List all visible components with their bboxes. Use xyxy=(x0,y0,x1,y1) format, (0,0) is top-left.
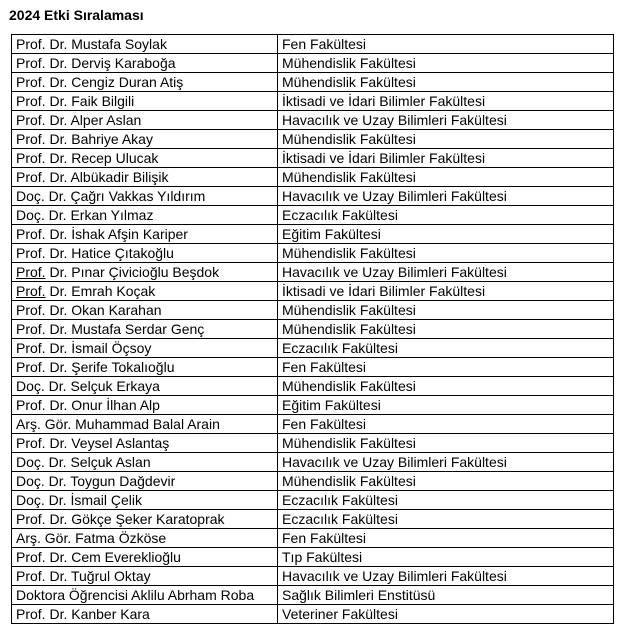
faculty-cell: Eczacılık Fakültesi xyxy=(278,491,614,510)
faculty-cell: Mühendislik Fakültesi xyxy=(278,244,614,263)
researcher-name: Prof. Dr. İshak Afşin Kariper xyxy=(16,226,188,242)
researcher-name: Prof. Dr. Cem Evereklioğlu xyxy=(16,549,181,565)
researcher-name: Prof. Dr. Onur İlhan Alp xyxy=(16,397,160,413)
researcher-name-cell xyxy=(12,244,278,263)
table-row xyxy=(12,586,614,605)
table-row xyxy=(12,187,614,206)
researcher-name-cell xyxy=(12,605,278,624)
researcher-name: Prof. Dr. Gökçe Şeker Karatoprak xyxy=(16,511,225,527)
faculty-cell: Eczacılık Fakültesi xyxy=(278,206,614,225)
faculty-cell: Mühendislik Fakültesi xyxy=(278,54,614,73)
researcher-name-cell xyxy=(12,491,278,510)
faculty-cell: Fen Fakültesi xyxy=(278,415,614,434)
table-row xyxy=(12,225,614,244)
faculty-cell: Eczacılık Fakültesi xyxy=(278,339,614,358)
faculty-cell: Mühendislik Fakültesi xyxy=(278,472,614,491)
table-row xyxy=(12,510,614,529)
researcher-name: Prof. Dr. İsmail Öçsoy xyxy=(16,340,152,356)
researcher-name: Prof. Dr. Mustafa Soylak xyxy=(16,36,167,52)
researcher-name-cell xyxy=(12,358,278,377)
faculty-cell: Mühendislik Fakültesi xyxy=(278,130,614,149)
researcher-name: Prof. Dr. Alper Aslan xyxy=(16,112,142,128)
table-row xyxy=(12,73,614,92)
faculty-cell: Mühendislik Fakültesi xyxy=(278,301,614,320)
faculty-cell: Havacılık ve Uzay Bilimleri Fakültesi xyxy=(278,187,614,206)
title-link[interactable]: Prof. xyxy=(16,264,46,280)
table-row xyxy=(12,434,614,453)
table-row xyxy=(12,339,614,358)
table-row xyxy=(12,320,614,339)
researcher-name: Dr. Pınar Çivicioğlu Beşdok xyxy=(45,264,220,280)
ranking-table xyxy=(11,34,614,624)
researcher-name-cell xyxy=(12,111,278,130)
researcher-name-cell xyxy=(12,339,278,358)
researcher-name-cell xyxy=(12,282,278,301)
faculty-cell: Fen Fakültesi xyxy=(278,35,614,54)
researcher-name: Doç. Dr. Erkan Yılmaz xyxy=(16,207,154,223)
table-row xyxy=(12,567,614,586)
researcher-name-cell xyxy=(12,73,278,92)
researcher-name-cell xyxy=(12,567,278,586)
researcher-name: Prof. Dr. Veysel Aslantaş xyxy=(16,435,170,451)
researcher-name: Prof. Dr. Derviş Karaboğa xyxy=(16,55,176,71)
researcher-name-cell xyxy=(12,263,278,282)
title-link[interactable]: Prof. xyxy=(16,283,46,299)
faculty-cell: Mühendislik Fakültesi xyxy=(278,168,614,187)
table-row xyxy=(12,415,614,434)
researcher-name-cell xyxy=(12,92,278,111)
table-row xyxy=(12,149,614,168)
faculty-cell: Havacılık ve Uzay Bilimleri Fakültesi xyxy=(278,567,614,586)
faculty-cell: İktisadi ve İdari Bilimler Fakültesi xyxy=(278,149,614,168)
researcher-name: Prof. Dr. Şerife Tokalıoğlu xyxy=(16,359,175,375)
researcher-name: Prof. Dr. Tuğrul Oktay xyxy=(16,568,151,584)
researcher-name-cell xyxy=(12,54,278,73)
researcher-name-cell xyxy=(12,301,278,320)
researcher-name: Prof. Dr. Hatice Çıtakoğlu xyxy=(16,245,174,261)
researcher-name-cell xyxy=(12,187,278,206)
faculty-cell: Sağlık Bilimleri Enstitüsü xyxy=(278,586,614,605)
faculty-cell: Veteriner Fakültesi xyxy=(278,605,614,624)
table-row xyxy=(12,244,614,263)
table-row xyxy=(12,130,614,149)
table-row xyxy=(12,206,614,225)
researcher-name: Prof. Dr. Faik Bilgili xyxy=(16,93,135,109)
faculty-cell: Mühendislik Fakültesi xyxy=(278,434,614,453)
researcher-name-cell xyxy=(12,130,278,149)
faculty-cell: Eczacılık Fakültesi xyxy=(278,510,614,529)
researcher-name-cell xyxy=(12,377,278,396)
researcher-name-cell xyxy=(12,472,278,491)
researcher-name-cell xyxy=(12,415,278,434)
researcher-name-cell xyxy=(12,168,278,187)
table-row xyxy=(12,263,614,282)
researcher-name-cell xyxy=(12,206,278,225)
researcher-name: Prof. Dr. Okan Karahan xyxy=(16,302,162,318)
faculty-cell: İktisadi ve İdari Bilimler Fakültesi xyxy=(278,282,614,301)
researcher-name: Doç. Dr. İsmail Çelik xyxy=(16,492,143,508)
faculty-cell: Eğitim Fakültesi xyxy=(278,225,614,244)
table-row xyxy=(12,282,614,301)
table-row xyxy=(12,491,614,510)
table-row xyxy=(12,54,614,73)
table-row xyxy=(12,358,614,377)
faculty-cell: Tıp Fakültesi xyxy=(278,548,614,567)
researcher-name: Arş. Gör. Muhammad Balal Arain xyxy=(16,416,220,432)
researcher-name: Prof. Dr. Albükadir Bilişik xyxy=(16,169,169,185)
researcher-name: Prof. Dr. Kanber Kara xyxy=(16,606,150,622)
researcher-name-cell xyxy=(12,548,278,567)
researcher-name-cell xyxy=(12,225,278,244)
faculty-cell: Mühendislik Fakültesi xyxy=(278,320,614,339)
researcher-name: Doç. Dr. Toygun Dağdevir xyxy=(16,473,176,489)
researcher-name-cell xyxy=(12,35,278,54)
table-row xyxy=(12,548,614,567)
researcher-name-cell xyxy=(12,434,278,453)
faculty-cell: Eğitim Fakültesi xyxy=(278,396,614,415)
researcher-name: Doç. Dr. Selçuk Erkaya xyxy=(16,378,160,394)
faculty-cell: Mühendislik Fakültesi xyxy=(278,377,614,396)
table-row xyxy=(12,168,614,187)
researcher-name: Prof. Dr. Bahriye Akay xyxy=(16,131,153,147)
researcher-name: Doktora Öğrencisi Aklilu Abrham Roba xyxy=(16,587,255,603)
researcher-name-cell xyxy=(12,453,278,472)
researcher-name-cell xyxy=(12,510,278,529)
researcher-name: Dr. Emrah Koçak xyxy=(45,283,156,299)
faculty-cell: Havacılık ve Uzay Bilimleri Fakültesi xyxy=(278,263,614,282)
table-row xyxy=(12,453,614,472)
researcher-name: Arş. Gör. Fatma Özköse xyxy=(16,530,167,546)
table-row xyxy=(12,301,614,320)
faculty-cell: Havacılık ve Uzay Bilimleri Fakültesi xyxy=(278,453,614,472)
table-row xyxy=(12,529,614,548)
researcher-name: Prof. Dr. Cengiz Duran Atiş xyxy=(16,74,184,90)
researcher-name-cell xyxy=(12,529,278,548)
table-row xyxy=(12,472,614,491)
faculty-cell: Havacılık ve Uzay Bilimleri Fakültesi xyxy=(278,111,614,130)
ranking-table-body xyxy=(12,35,614,624)
faculty-cell: Fen Fakültesi xyxy=(278,529,614,548)
faculty-cell: Fen Fakültesi xyxy=(278,358,614,377)
faculty-cell: Mühendislik Fakültesi xyxy=(278,73,614,92)
table-row xyxy=(12,605,614,624)
table-row xyxy=(12,111,614,130)
researcher-name-cell xyxy=(12,320,278,339)
researcher-name: Prof. Dr. Recep Ulucak xyxy=(16,150,159,166)
researcher-name-cell xyxy=(12,149,278,168)
table-row xyxy=(12,377,614,396)
table-row xyxy=(12,92,614,111)
researcher-name-cell xyxy=(12,586,278,605)
table-row xyxy=(12,396,614,415)
researcher-name: Prof. Dr. Mustafa Serdar Genç xyxy=(16,321,205,337)
researcher-name: Doç. Dr. Çağrı Vakkas Yıldırım xyxy=(16,188,206,204)
faculty-cell: İktisadi ve İdari Bilimler Fakültesi xyxy=(278,92,614,111)
researcher-name-cell xyxy=(12,396,278,415)
page-title: 2024 Etki Sıralaması xyxy=(9,7,144,23)
researcher-name: Doç. Dr. Selçuk Aslan xyxy=(16,454,151,470)
table-row xyxy=(12,35,614,54)
